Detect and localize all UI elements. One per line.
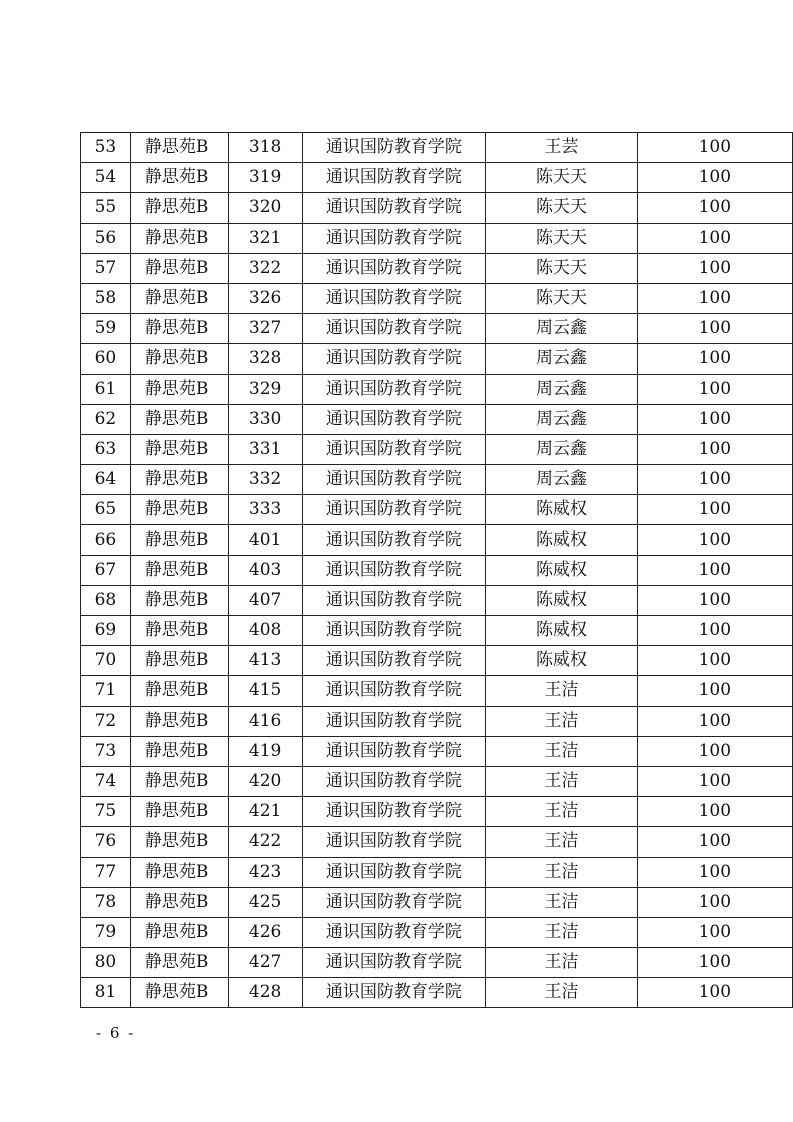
building-cell: 静思苑B	[130, 585, 228, 615]
serial-cell: 66	[81, 525, 131, 555]
college-cell: 通识国防教育学院	[302, 797, 486, 827]
college-cell: 通识国防教育学院	[302, 887, 486, 917]
serial-cell: 64	[81, 465, 131, 495]
score-cell: 100	[637, 676, 792, 706]
name-cell: 王洁	[486, 917, 637, 947]
score-cell: 100	[637, 253, 792, 283]
name-cell: 陈威权	[486, 525, 637, 555]
college-cell: 通识国防教育学院	[302, 706, 486, 736]
serial-cell: 65	[81, 495, 131, 525]
college-cell: 通识国防教育学院	[302, 283, 486, 313]
room-cell: 423	[228, 857, 302, 887]
building-cell: 静思苑B	[130, 465, 228, 495]
score-cell: 100	[637, 585, 792, 615]
table-row	[81, 223, 793, 253]
building-cell: 静思苑B	[130, 525, 228, 555]
college-cell: 通识国防教育学院	[302, 766, 486, 796]
college-cell: 通识国防教育学院	[302, 163, 486, 193]
building-cell: 静思苑B	[130, 374, 228, 404]
college-cell: 通识国防教育学院	[302, 585, 486, 615]
building-cell: 静思苑B	[130, 404, 228, 434]
serial-cell: 57	[81, 253, 131, 283]
serial-cell: 68	[81, 585, 131, 615]
building-cell: 静思苑B	[130, 133, 228, 163]
table-row	[81, 797, 793, 827]
name-cell: 周云鑫	[486, 374, 637, 404]
serial-cell: 53	[81, 133, 131, 163]
name-cell: 王洁	[486, 797, 637, 827]
building-cell: 静思苑B	[130, 314, 228, 344]
serial-cell: 54	[81, 163, 131, 193]
name-cell: 陈天天	[486, 283, 637, 313]
name-cell: 陈天天	[486, 193, 637, 223]
score-cell: 100	[637, 404, 792, 434]
name-cell: 陈威权	[486, 646, 637, 676]
table-row	[81, 585, 793, 615]
college-cell: 通识国防教育学院	[302, 978, 486, 1008]
score-cell: 100	[637, 314, 792, 344]
name-cell: 周云鑫	[486, 465, 637, 495]
serial-cell: 72	[81, 706, 131, 736]
college-cell: 通识国防教育学院	[302, 465, 486, 495]
table-body	[81, 133, 793, 1008]
room-cell: 330	[228, 404, 302, 434]
table-row	[81, 857, 793, 887]
table-row	[81, 374, 793, 404]
score-cell: 100	[637, 766, 792, 796]
table-row	[81, 887, 793, 917]
name-cell: 陈威权	[486, 616, 637, 646]
room-cell: 428	[228, 978, 302, 1008]
dormitory-score-table	[80, 132, 793, 1008]
room-cell: 322	[228, 253, 302, 283]
room-cell: 416	[228, 706, 302, 736]
room-cell: 329	[228, 374, 302, 404]
building-cell: 静思苑B	[130, 948, 228, 978]
score-cell: 100	[637, 465, 792, 495]
college-cell: 通识国防教育学院	[302, 616, 486, 646]
score-cell: 100	[637, 434, 792, 464]
building-cell: 静思苑B	[130, 827, 228, 857]
table-row	[81, 917, 793, 947]
serial-cell: 81	[81, 978, 131, 1008]
room-cell: 425	[228, 887, 302, 917]
score-cell: 100	[637, 917, 792, 947]
table-row	[81, 646, 793, 676]
table-row	[81, 253, 793, 283]
building-cell: 静思苑B	[130, 555, 228, 585]
name-cell: 王洁	[486, 857, 637, 887]
college-cell: 通识国防教育学院	[302, 948, 486, 978]
name-cell: 陈威权	[486, 495, 637, 525]
table-row	[81, 133, 793, 163]
room-cell: 419	[228, 736, 302, 766]
college-cell: 通识国防教育学院	[302, 525, 486, 555]
score-cell: 100	[637, 133, 792, 163]
building-cell: 静思苑B	[130, 646, 228, 676]
score-cell: 100	[637, 706, 792, 736]
building-cell: 静思苑B	[130, 917, 228, 947]
score-cell: 100	[637, 646, 792, 676]
name-cell: 王洁	[486, 948, 637, 978]
building-cell: 静思苑B	[130, 857, 228, 887]
score-cell: 100	[637, 555, 792, 585]
name-cell: 王洁	[486, 887, 637, 917]
score-cell: 100	[637, 163, 792, 193]
serial-cell: 75	[81, 797, 131, 827]
room-cell: 319	[228, 163, 302, 193]
room-cell: 321	[228, 223, 302, 253]
room-cell: 332	[228, 465, 302, 495]
table-row	[81, 676, 793, 706]
score-cell: 100	[637, 857, 792, 887]
building-cell: 静思苑B	[130, 193, 228, 223]
score-cell: 100	[637, 736, 792, 766]
serial-cell: 73	[81, 736, 131, 766]
serial-cell: 69	[81, 616, 131, 646]
name-cell: 王洁	[486, 766, 637, 796]
room-cell: 333	[228, 495, 302, 525]
college-cell: 通识国防教育学院	[302, 193, 486, 223]
serial-cell: 77	[81, 857, 131, 887]
room-cell: 328	[228, 344, 302, 374]
score-cell: 100	[637, 344, 792, 374]
room-cell: 415	[228, 676, 302, 706]
building-cell: 静思苑B	[130, 434, 228, 464]
college-cell: 通识国防教育学院	[302, 404, 486, 434]
table-row	[81, 827, 793, 857]
room-cell: 401	[228, 525, 302, 555]
building-cell: 静思苑B	[130, 495, 228, 525]
serial-cell: 71	[81, 676, 131, 706]
building-cell: 静思苑B	[130, 887, 228, 917]
name-cell: 王洁	[486, 827, 637, 857]
room-cell: 407	[228, 585, 302, 615]
building-cell: 静思苑B	[130, 736, 228, 766]
room-cell: 326	[228, 283, 302, 313]
serial-cell: 70	[81, 646, 131, 676]
name-cell: 周云鑫	[486, 404, 637, 434]
name-cell: 陈天天	[486, 223, 637, 253]
table-row	[81, 948, 793, 978]
score-cell: 100	[637, 495, 792, 525]
score-cell: 100	[637, 374, 792, 404]
table-row	[81, 434, 793, 464]
college-cell: 通识国防教育学院	[302, 223, 486, 253]
college-cell: 通识国防教育学院	[302, 736, 486, 766]
building-cell: 静思苑B	[130, 797, 228, 827]
table-row	[81, 404, 793, 434]
serial-cell: 76	[81, 827, 131, 857]
building-cell: 静思苑B	[130, 766, 228, 796]
name-cell: 陈天天	[486, 163, 637, 193]
score-cell: 100	[637, 525, 792, 555]
name-cell: 周云鑫	[486, 344, 637, 374]
building-cell: 静思苑B	[130, 706, 228, 736]
table-row	[81, 193, 793, 223]
score-cell: 100	[637, 948, 792, 978]
table-row	[81, 978, 793, 1008]
table-row	[81, 706, 793, 736]
table-row	[81, 766, 793, 796]
serial-cell: 58	[81, 283, 131, 313]
name-cell: 陈天天	[486, 253, 637, 283]
name-cell: 陈威权	[486, 585, 637, 615]
building-cell: 静思苑B	[130, 616, 228, 646]
serial-cell: 74	[81, 766, 131, 796]
college-cell: 通识国防教育学院	[302, 434, 486, 464]
college-cell: 通识国防教育学院	[302, 253, 486, 283]
serial-cell: 67	[81, 555, 131, 585]
room-cell: 422	[228, 827, 302, 857]
college-cell: 通识国防教育学院	[302, 917, 486, 947]
name-cell: 王洁	[486, 706, 637, 736]
name-cell: 陈威权	[486, 555, 637, 585]
room-cell: 427	[228, 948, 302, 978]
name-cell: 周云鑫	[486, 314, 637, 344]
score-cell: 100	[637, 616, 792, 646]
building-cell: 静思苑B	[130, 344, 228, 374]
building-cell: 静思苑B	[130, 978, 228, 1008]
room-cell: 327	[228, 314, 302, 344]
score-cell: 100	[637, 887, 792, 917]
name-cell: 王芸	[486, 133, 637, 163]
name-cell: 周云鑫	[486, 434, 637, 464]
room-cell: 426	[228, 917, 302, 947]
table-row	[81, 736, 793, 766]
room-cell: 403	[228, 555, 302, 585]
room-cell: 408	[228, 616, 302, 646]
college-cell: 通识国防教育学院	[302, 344, 486, 374]
score-cell: 100	[637, 223, 792, 253]
score-cell: 100	[637, 797, 792, 827]
college-cell: 通识国防教育学院	[302, 555, 486, 585]
college-cell: 通识国防教育学院	[302, 857, 486, 887]
college-cell: 通识国防教育学院	[302, 495, 486, 525]
building-cell: 静思苑B	[130, 283, 228, 313]
room-cell: 421	[228, 797, 302, 827]
name-cell: 王洁	[486, 676, 637, 706]
college-cell: 通识国防教育学院	[302, 314, 486, 344]
building-cell: 静思苑B	[130, 223, 228, 253]
serial-cell: 55	[81, 193, 131, 223]
table-row	[81, 525, 793, 555]
room-cell: 331	[228, 434, 302, 464]
table-row	[81, 555, 793, 585]
name-cell: 王洁	[486, 978, 637, 1008]
table-row	[81, 616, 793, 646]
score-cell: 100	[637, 283, 792, 313]
serial-cell: 80	[81, 948, 131, 978]
room-cell: 320	[228, 193, 302, 223]
college-cell: 通识国防教育学院	[302, 827, 486, 857]
college-cell: 通识国防教育学院	[302, 374, 486, 404]
table-row	[81, 163, 793, 193]
table-row	[81, 465, 793, 495]
building-cell: 静思苑B	[130, 676, 228, 706]
table-row	[81, 283, 793, 313]
room-cell: 318	[228, 133, 302, 163]
serial-cell: 61	[81, 374, 131, 404]
name-cell: 王洁	[486, 736, 637, 766]
college-cell: 通识国防教育学院	[302, 676, 486, 706]
table-row	[81, 314, 793, 344]
table-row	[81, 344, 793, 374]
building-cell: 静思苑B	[130, 163, 228, 193]
score-cell: 100	[637, 193, 792, 223]
serial-cell: 59	[81, 314, 131, 344]
serial-cell: 60	[81, 344, 131, 374]
college-cell: 通识国防教育学院	[302, 646, 486, 676]
college-cell: 通识国防教育学院	[302, 133, 486, 163]
page-number: - 6 -	[96, 1024, 136, 1042]
serial-cell: 63	[81, 434, 131, 464]
serial-cell: 79	[81, 917, 131, 947]
serial-cell: 62	[81, 404, 131, 434]
room-cell: 413	[228, 646, 302, 676]
table-row	[81, 495, 793, 525]
room-cell: 420	[228, 766, 302, 796]
serial-cell: 78	[81, 887, 131, 917]
building-cell: 静思苑B	[130, 253, 228, 283]
serial-cell: 56	[81, 223, 131, 253]
score-cell: 100	[637, 978, 792, 1008]
score-cell: 100	[637, 827, 792, 857]
